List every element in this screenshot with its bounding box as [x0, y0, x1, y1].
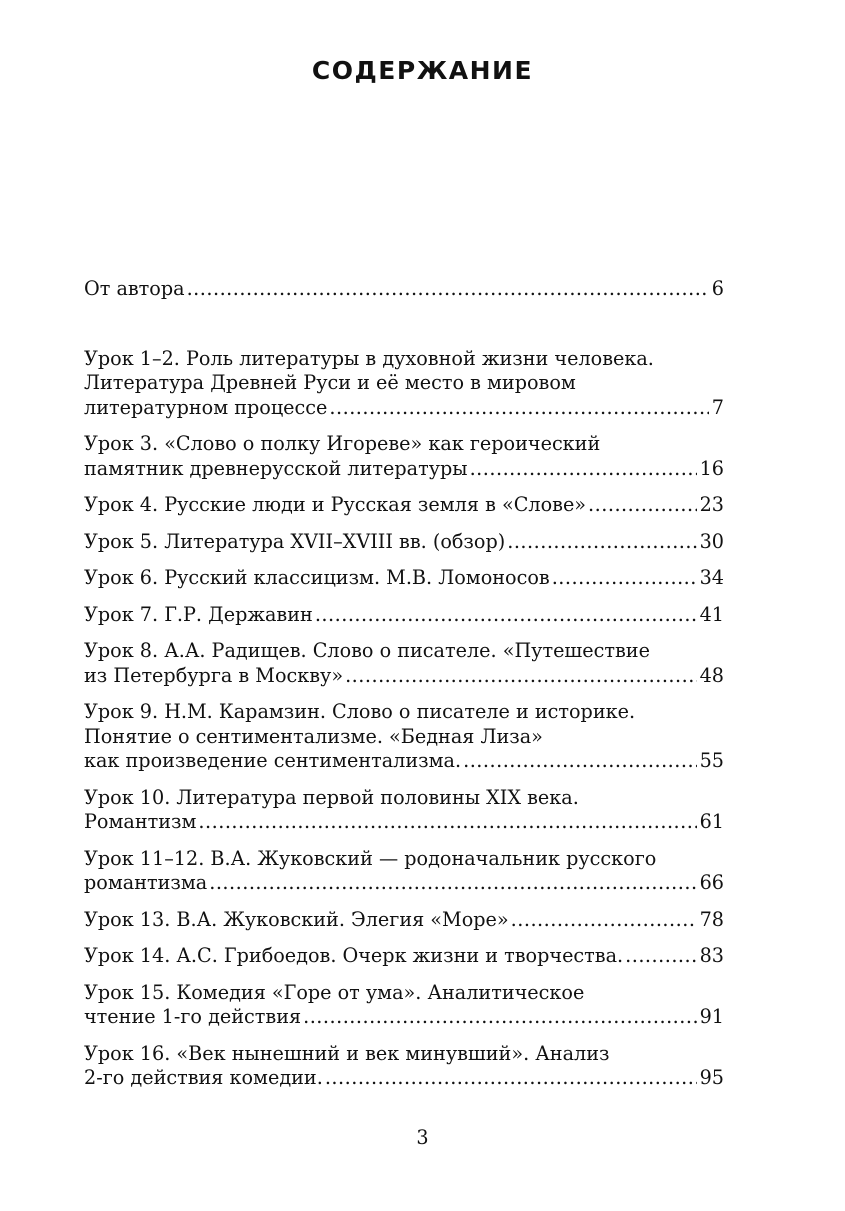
toc-entry-last-line	[84, 603, 724, 628]
toc-entry-last-line	[84, 664, 724, 689]
toc-page-number: 78	[699, 907, 724, 931]
toc-entry-last-line	[84, 944, 724, 969]
toc-entry-last-line	[84, 908, 724, 933]
toc-entry-title-line: Урок 11–12. В.А. Жуковский — родоначальник русского	[84, 846, 657, 870]
toc-entry[interactable]	[84, 786, 724, 835]
toc-entry[interactable]	[84, 639, 724, 688]
toc-entry-title-line: Понятие о сентиментализме. «Бедная Лиза»	[84, 724, 543, 748]
toc-entry-last-line	[84, 1066, 724, 1091]
toc-page-number: 34	[699, 566, 724, 589]
toc-entry-title-line: Романтизм	[84, 810, 197, 833]
dot-leader	[345, 664, 697, 689]
toc-entry[interactable]	[84, 944, 724, 969]
toc-entry-title-line: Урок 8. А.А. Радищев. Слово о писателе. «Путешествие	[84, 639, 650, 662]
toc-entry-last-line	[84, 810, 724, 835]
toc-page-number: 7	[711, 395, 724, 419]
dot-leader	[507, 530, 696, 555]
dot-leader	[552, 566, 697, 591]
toc-page-number: 91	[699, 1005, 724, 1028]
toc-page-number: 48	[699, 663, 724, 687]
toc-page-number: 83	[699, 944, 724, 967]
dot-leader	[325, 1066, 697, 1091]
toc-page-number: 16	[699, 456, 724, 480]
toc-entry-title-line: Литература Древней Руси и её место в мировом	[84, 371, 576, 394]
toc-entry-last-line	[84, 493, 724, 518]
toc-entry-title-line: литературном процессе	[84, 395, 328, 419]
page-title: СОДЕРЖАНИЕ	[311, 56, 534, 85]
toc-entry-last-line	[84, 277, 724, 302]
toc-entry-title-line: памятник древнерусской литературы	[84, 456, 468, 480]
toc-entry-title-line: Урок 4. Русские люди и Русская земля в «Слове»	[84, 493, 587, 516]
toc-entry-title-line: Урок 9. Н.М. Карамзин. Слово о писателе и историке.	[84, 700, 636, 723]
toc-entry[interactable]	[84, 432, 724, 481]
toc-entry[interactable]	[84, 908, 724, 933]
table-of-contents	[84, 277, 724, 1103]
toc-entry-title-line: Урок 14. А.С. Грибоедов. Очерк жизни и творчества.	[84, 944, 624, 967]
toc-entry-title-line: Урок 13. В.А. Жуковский. Элегия «Море»	[84, 907, 509, 931]
toc-page-number: 23	[699, 493, 724, 516]
toc-page-number: 66	[699, 871, 724, 894]
toc-entry-title-line: из Петербурга в Москву»	[84, 663, 344, 687]
toc-entry-last-line	[84, 871, 724, 896]
toc-entry-title-line: 2-го действия комедии.	[84, 1066, 323, 1089]
toc-entry-title-line: Урок 1–2. Роль литературы в духовной жизни человека.	[84, 346, 654, 370]
toc-page-number: 6	[711, 277, 724, 300]
toc-entry-title-line: романтизма	[84, 871, 208, 894]
toc-entry[interactable]	[84, 566, 724, 591]
dot-leader	[329, 396, 708, 421]
toc-entry[interactable]	[84, 700, 724, 774]
dot-leader	[470, 457, 697, 482]
toc-entry-title-line: как произведение сентиментализма.	[84, 749, 462, 772]
dot-leader	[625, 944, 696, 969]
toc-entry-title-line: От автора	[84, 277, 185, 300]
toc-entry-last-line	[84, 396, 724, 421]
toc-entry-title-line: Урок 3. «Слово о полку Игореве» как героический	[84, 432, 601, 455]
toc-entry[interactable]	[84, 847, 724, 896]
toc-entry-last-line	[84, 566, 724, 591]
dot-leader	[511, 908, 697, 933]
toc-entry-title-line: Урок 5. Литература XVII–XVIII вв. (обзор)	[84, 529, 506, 553]
toc-entry-title-line: Урок 15. Комедия «Горе от ума». Аналитическое	[84, 980, 585, 1004]
toc-page-number: 61	[699, 810, 724, 833]
toc-entry[interactable]	[84, 981, 724, 1030]
toc-entry-title-line: чтение 1-го действия	[84, 1005, 302, 1028]
toc-entry[interactable]	[84, 1042, 724, 1091]
toc-entry-last-line	[84, 530, 724, 555]
toc-entry[interactable]	[84, 603, 724, 628]
dot-leader	[209, 871, 696, 896]
dot-leader	[198, 810, 696, 835]
toc-entry[interactable]	[84, 530, 724, 555]
dot-leader	[463, 749, 696, 774]
toc-entry-title-line: Урок 10. Литература первой половины XIX века.	[84, 785, 579, 809]
toc-entry[interactable]	[84, 277, 724, 302]
dot-leader	[315, 603, 697, 628]
toc-entry-last-line	[84, 457, 724, 482]
dot-leader	[187, 277, 709, 302]
toc-entry-last-line	[84, 1005, 724, 1030]
toc-entry-title-line: Урок 7. Г.Р. Державин	[84, 602, 313, 626]
toc-page-number: 41	[699, 602, 724, 626]
dot-leader	[303, 1005, 696, 1030]
toc-page-number: 55	[699, 749, 724, 772]
page-number: 3	[416, 1126, 429, 1149]
toc-page-number: 95	[699, 1066, 724, 1089]
dot-leader	[588, 493, 697, 518]
toc-entry-last-line	[84, 749, 724, 774]
toc-entry[interactable]	[84, 493, 724, 518]
toc-page-number: 30	[699, 529, 724, 553]
toc-entry-title-line: Урок 6. Русский классицизм. М.В. Ломоносов	[84, 566, 550, 589]
toc-entry-title-line: Урок 16. «Век нынешний и век минувший». Анализ	[84, 1041, 610, 1065]
toc-entry[interactable]	[84, 347, 724, 421]
